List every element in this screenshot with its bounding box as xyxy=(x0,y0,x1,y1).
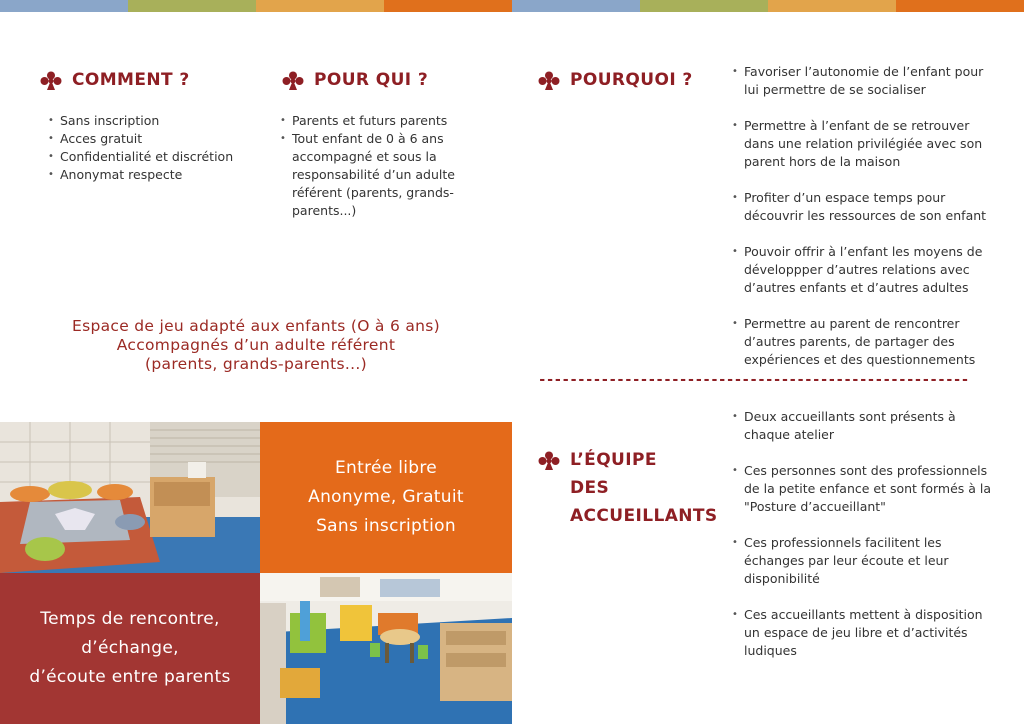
list-item: • Tout enfant de 0 à 6 ans accompagné et sous la responsabilité d’un adulte référent (parents, grands-parents...) xyxy=(280,130,460,220)
list-item: • Parents et futurs parents xyxy=(280,112,460,130)
list-item: • Deux accueillants sont présents à chaque atelier xyxy=(732,408,1002,444)
quatrefoil-icon xyxy=(538,451,560,471)
color-segment xyxy=(640,0,768,12)
quatrefoil-icon xyxy=(40,71,62,91)
info-tile-red xyxy=(0,573,260,724)
equipe-list xyxy=(732,408,1002,660)
comment-list xyxy=(48,112,248,184)
tile-line: Sans inscription xyxy=(316,516,456,536)
list-item: • Ces professionnels facilitent les échanges par leur écoute et leur disponibilité xyxy=(732,534,1002,588)
heading-title: COMMENT ? xyxy=(72,70,190,90)
list-item: • Permettre à l’enfant de se retrouver dans une relation privilégiée avec son parent hors de la maison xyxy=(732,117,1002,171)
tile-line: d’écoute entre parents xyxy=(29,667,231,687)
pourquoi-list xyxy=(732,63,1002,369)
tagline xyxy=(0,317,512,374)
color-segment xyxy=(384,0,512,12)
quatrefoil-icon xyxy=(282,71,304,91)
list-item: • Permettre au parent de rencontrer d’autres parents, de partager des expériences et des questionnements xyxy=(732,315,1002,369)
tile-line: Anonyme, Gratuit xyxy=(308,487,464,507)
list-item: • Pouvoir offrir à l’enfant les moyens de développper d’autres relations avec d’autres enfants et d’autres adultes xyxy=(732,243,1002,297)
tile-line: Entrée libre xyxy=(334,458,438,478)
heading-equipe xyxy=(538,446,718,530)
heading-title: POURQUOI ? xyxy=(570,70,693,90)
tile-line: Temps de rencontre, xyxy=(40,609,220,629)
color-segment xyxy=(512,0,640,12)
list-item: • Ces personnes sont des professionnels de la petite enfance et sont formés à la "Posture d’accueillant" xyxy=(732,462,1002,516)
tagline-line: Accompagnés d’un adulte référent xyxy=(116,336,396,354)
photo-playroom xyxy=(260,573,512,724)
tile-line: d’échange, xyxy=(81,638,179,658)
list-item: • Ces accueillants mettent à disposition un espace de jeu libre et d’activités ludiques xyxy=(732,606,1002,660)
heading-pourquoi xyxy=(538,66,693,94)
list-item: • Acces gratuit xyxy=(48,130,248,148)
tagline-line: Espace de jeu adapté aux enfants (O à 6 ans) xyxy=(72,317,440,335)
heading-title: L’ÉQUIPE DES ACCUEILLANTS xyxy=(570,450,718,526)
heading-comment xyxy=(40,66,190,94)
color-segment xyxy=(0,0,128,12)
list-item: • Profiter d’un espace temps pour découvrir les ressources de son enfant xyxy=(732,189,1002,225)
heading-pour-qui xyxy=(282,66,428,94)
color-segment xyxy=(896,0,1024,12)
color-segment xyxy=(256,0,384,12)
tagline-line: (parents, grands-parents...) xyxy=(145,355,367,373)
info-tile-orange xyxy=(260,422,512,573)
pour-qui-list xyxy=(280,112,460,220)
photo-play-area xyxy=(0,422,260,573)
color-segment xyxy=(768,0,896,12)
heading-title: POUR QUI ? xyxy=(314,70,429,90)
list-item: • Anonymat respecte xyxy=(48,166,248,184)
list-item: • Confidentialité et discrétion xyxy=(48,148,248,166)
dashed-separator: ------------------------------------------------------- xyxy=(538,372,969,388)
color-segment xyxy=(128,0,256,12)
top-color-bar xyxy=(0,0,1024,12)
list-item: • Sans inscription xyxy=(48,112,248,130)
list-item: • Favoriser l’autonomie de l’enfant pour lui permettre de se socialiser xyxy=(732,63,1002,99)
quatrefoil-icon xyxy=(538,71,560,91)
